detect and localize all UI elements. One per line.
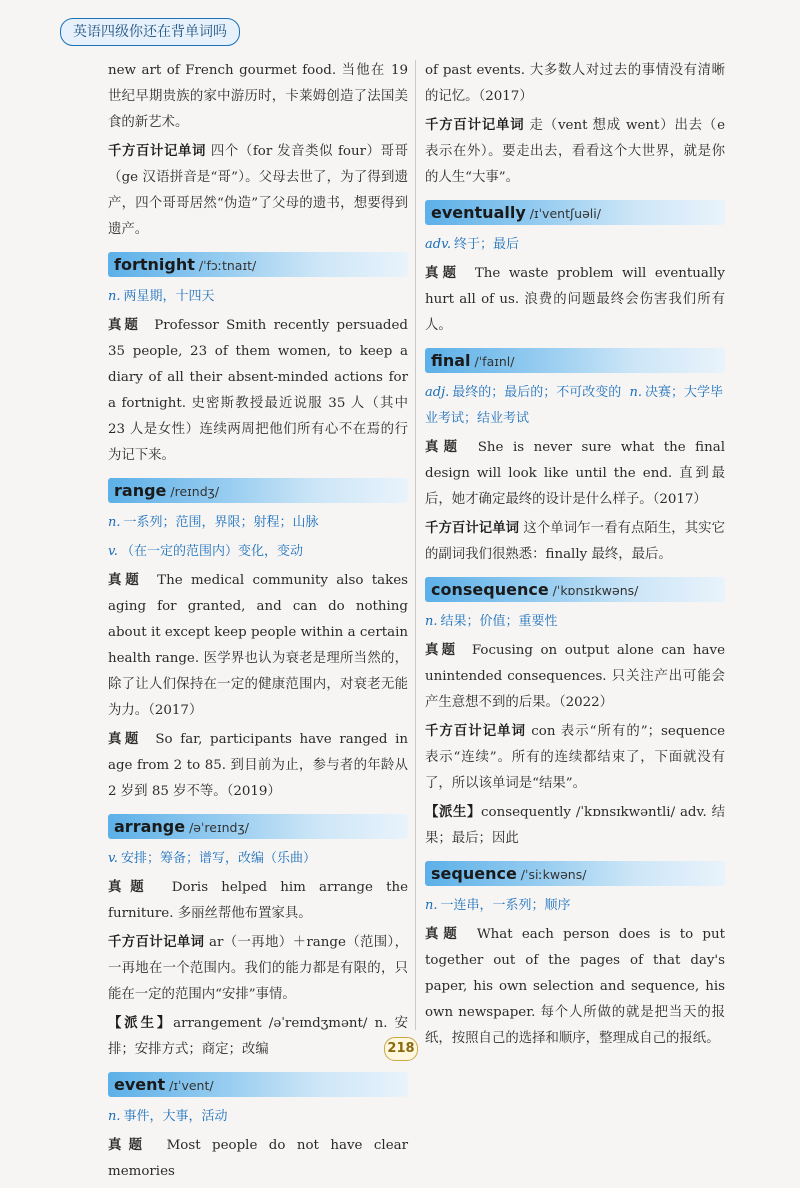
headword-final: [425, 348, 725, 373]
book-title-tab: 英语四级你还在背单词吗: [60, 18, 240, 46]
part-of-speech: n.: [108, 515, 121, 530]
definition: [108, 1104, 408, 1130]
continued-paragraph: of past events. 大多数人对过去的事情没有清晰的记忆。（2017）: [425, 63, 725, 104]
definition: [108, 539, 408, 565]
definition-text: 安排；筹备；谱写，改编（乐曲）: [120, 851, 316, 866]
example: [108, 568, 408, 724]
derivation-text: arrangement /əˈreɪndʒmənt/ n. 安排；安排方式；商定；改编: [108, 1016, 408, 1057]
derivation: [425, 800, 725, 852]
headword-arrange: [108, 814, 408, 839]
derivation: [108, 1011, 408, 1063]
memo-label: 千方百计记单词: [425, 521, 520, 536]
example-text: She is never sure what the final design will look like until the end. 直到最后，她才确定最终的设计是什么样子。（2017）: [425, 440, 726, 507]
phonetic: /ˈsiːkwəns/: [520, 867, 587, 882]
part-of-speech: n.: [629, 385, 643, 400]
definition-text: 终于；最后: [454, 237, 520, 252]
example-text: What each person does is to put together out of the pages of that day's paper, his own selection and sequence, his own newspaper. 每个人所做的就是把当天的报纸，按照自己的选择和顺序，整理成自己的报纸。: [425, 927, 725, 1046]
memo-text: 走（vent 想成 went）出去（e 表示在外）。要走出去，看看这个大世界，就是你的人生“大事”。: [425, 118, 725, 185]
example-label: 真题: [425, 440, 463, 455]
definition-text: 事件，大事，活动: [123, 1109, 228, 1124]
headword-text: consequence: [431, 580, 549, 599]
example-text: Professor Smith recently persuaded 35 people, 23 of them women, to keep a diary of all their absent-minded actions for a fortnight. 史密斯教授最近说服 35 人（其中 23 人是女性）连续两周把他们所有心不在焉的行为记下来。: [108, 318, 408, 463]
memo: [425, 113, 725, 191]
part-of-speech: n.: [108, 1109, 121, 1124]
example-text: So far, participants have ranged in age from 2 to 85. 到目前为止，参与者的年龄从 2 岁到 85 岁不等。（2019）: [108, 732, 408, 799]
definition: [425, 893, 725, 919]
example-label: 真题: [108, 732, 142, 747]
example: [108, 727, 408, 805]
left-column: [108, 58, 408, 1188]
memo-text: ar（一再地）＋range（范围），一再地在一个范围内。我们的能力都是有限的，只能在一定的范围内“安排”事情。: [108, 935, 409, 1002]
headword-text: final: [431, 351, 471, 370]
definition: [108, 284, 408, 310]
memo-label: 千方百计记单词: [425, 118, 525, 133]
phonetic: /ɪˈvent/: [169, 1078, 214, 1093]
headword-text: range: [114, 481, 167, 500]
example: [425, 638, 725, 716]
memo-label: 千方百计记单词: [108, 144, 206, 159]
memo: [425, 516, 725, 568]
intro-memo: [108, 139, 408, 243]
example-label: 真题: [108, 573, 143, 588]
headword-eventually: [425, 200, 725, 225]
definition: [108, 510, 408, 536]
derivation-label: 【派生】: [425, 805, 482, 820]
example-text: Focusing on output alone can have unintended consequences. 只关注产出可能会产生意想不到的后果。（2022）: [425, 643, 726, 710]
example: [108, 875, 408, 927]
memo-label: 千方百计记单词: [425, 724, 526, 739]
part-of-speech: n.: [425, 898, 438, 913]
headword-text: arrange: [114, 817, 186, 836]
example: [108, 1133, 408, 1185]
headword-text: fortnight: [114, 255, 195, 274]
page-number: 218: [384, 1037, 418, 1061]
memo-text: con 表示“所有的”；sequence 表示“连续”。所有的连续都结束了，下面就没有了，所以该单词是“结果”。: [425, 724, 725, 791]
definition-text: 最终的；最后的；不可改变的: [452, 385, 622, 400]
phonetic: /ˈfɔːtnaɪt/: [198, 258, 257, 273]
example: [425, 435, 725, 513]
example: [108, 313, 408, 469]
memo-text: 这个单词乍一看有点陌生，其实它的副词我们很熟悉：finally 最终，最后。: [425, 521, 726, 562]
definition: [425, 609, 725, 635]
phonetic: /ɪˈventʃuəli/: [529, 206, 601, 221]
part-of-speech: n.: [425, 614, 438, 629]
right-column: [425, 58, 725, 1055]
definition: [425, 380, 725, 432]
example: [425, 922, 725, 1052]
definition-text: （在一定的范围内）变化，变动: [120, 544, 303, 559]
headword-event: [108, 1072, 408, 1097]
part-of-speech: adj.: [425, 385, 450, 400]
example-text: The medical community also takes aging for granted, and can do nothing about it except keep people within a certain health range. 医学界也认为衰老是理所当然的，除了让人们保持在一定的健康范围内，对衰老无能为力。（2017）: [108, 573, 409, 718]
example: [425, 261, 725, 339]
phonetic: /reɪndʒ/: [170, 484, 220, 499]
example-label: 真题: [425, 643, 459, 658]
definition: [425, 232, 725, 258]
memo-label: 千方百计记单词: [108, 935, 205, 950]
definition-text: 两星期，十四天: [123, 289, 215, 304]
headword-range: [108, 478, 408, 503]
example-label: 真题: [108, 1138, 150, 1153]
example-label: 真题: [108, 880, 153, 895]
definition-text: 一系列；范围，界限；射程；山脉: [123, 515, 319, 530]
example-text: Doris helped him arrange the furniture. 多丽丝帮他布置家具。: [108, 880, 409, 921]
intro-paragraph: new art of French gourmet food. 当他在 19 世纪早期贵族的家中游历时，卡莱姆创造了法国美食的新艺术。: [108, 63, 408, 130]
part-of-speech: n.: [108, 289, 121, 304]
definition: [108, 846, 408, 872]
definition-text: 结果；价值；重要性: [440, 614, 558, 629]
derivation-text: consequently /ˈkɒnsɪkwəntli/ adv. 结果；最后；因此: [425, 805, 725, 846]
phonetic: /ˈkɒnsɪkwəns/: [552, 583, 639, 598]
example-label: 真题: [425, 927, 462, 942]
example-label: 真题: [425, 266, 461, 281]
memo: [108, 930, 408, 1008]
headword-fortnight: [108, 252, 408, 277]
headword-text: event: [114, 1075, 166, 1094]
headword-sequence: [425, 861, 725, 886]
memo-text: 四个（for 发音类似 four）哥哥（ge 汉语拼音是“哥”）。父母去世了，为了得到遗产，四个哥哥居然“伪造”了父母的遗书，想要得到遗产。: [108, 144, 409, 237]
definition-text: 决赛；大学毕业考试；结业考试: [425, 385, 724, 426]
definition-text: 一连串，一系列；顺序: [440, 898, 571, 913]
phonetic: /ˈfaɪnl/: [474, 354, 515, 369]
part-of-speech: v.: [108, 851, 118, 866]
phonetic: /əˈreɪndʒ/: [189, 820, 249, 835]
headword-text: sequence: [431, 864, 517, 883]
part-of-speech: adv.: [425, 237, 452, 252]
column-divider: [415, 60, 416, 1030]
headword-consequence: [425, 577, 725, 602]
part-of-speech: v.: [108, 544, 118, 559]
example-text: The waste problem will eventually hurt all of us. 浪费的问题最终会伤害我们所有人。: [425, 266, 725, 333]
example-label: 真题: [108, 318, 141, 333]
example-text: Most people do not have clear memories: [108, 1138, 408, 1179]
memo: [425, 719, 725, 797]
derivation-label: 【派生】: [108, 1016, 174, 1031]
headword-text: eventually: [431, 203, 526, 222]
